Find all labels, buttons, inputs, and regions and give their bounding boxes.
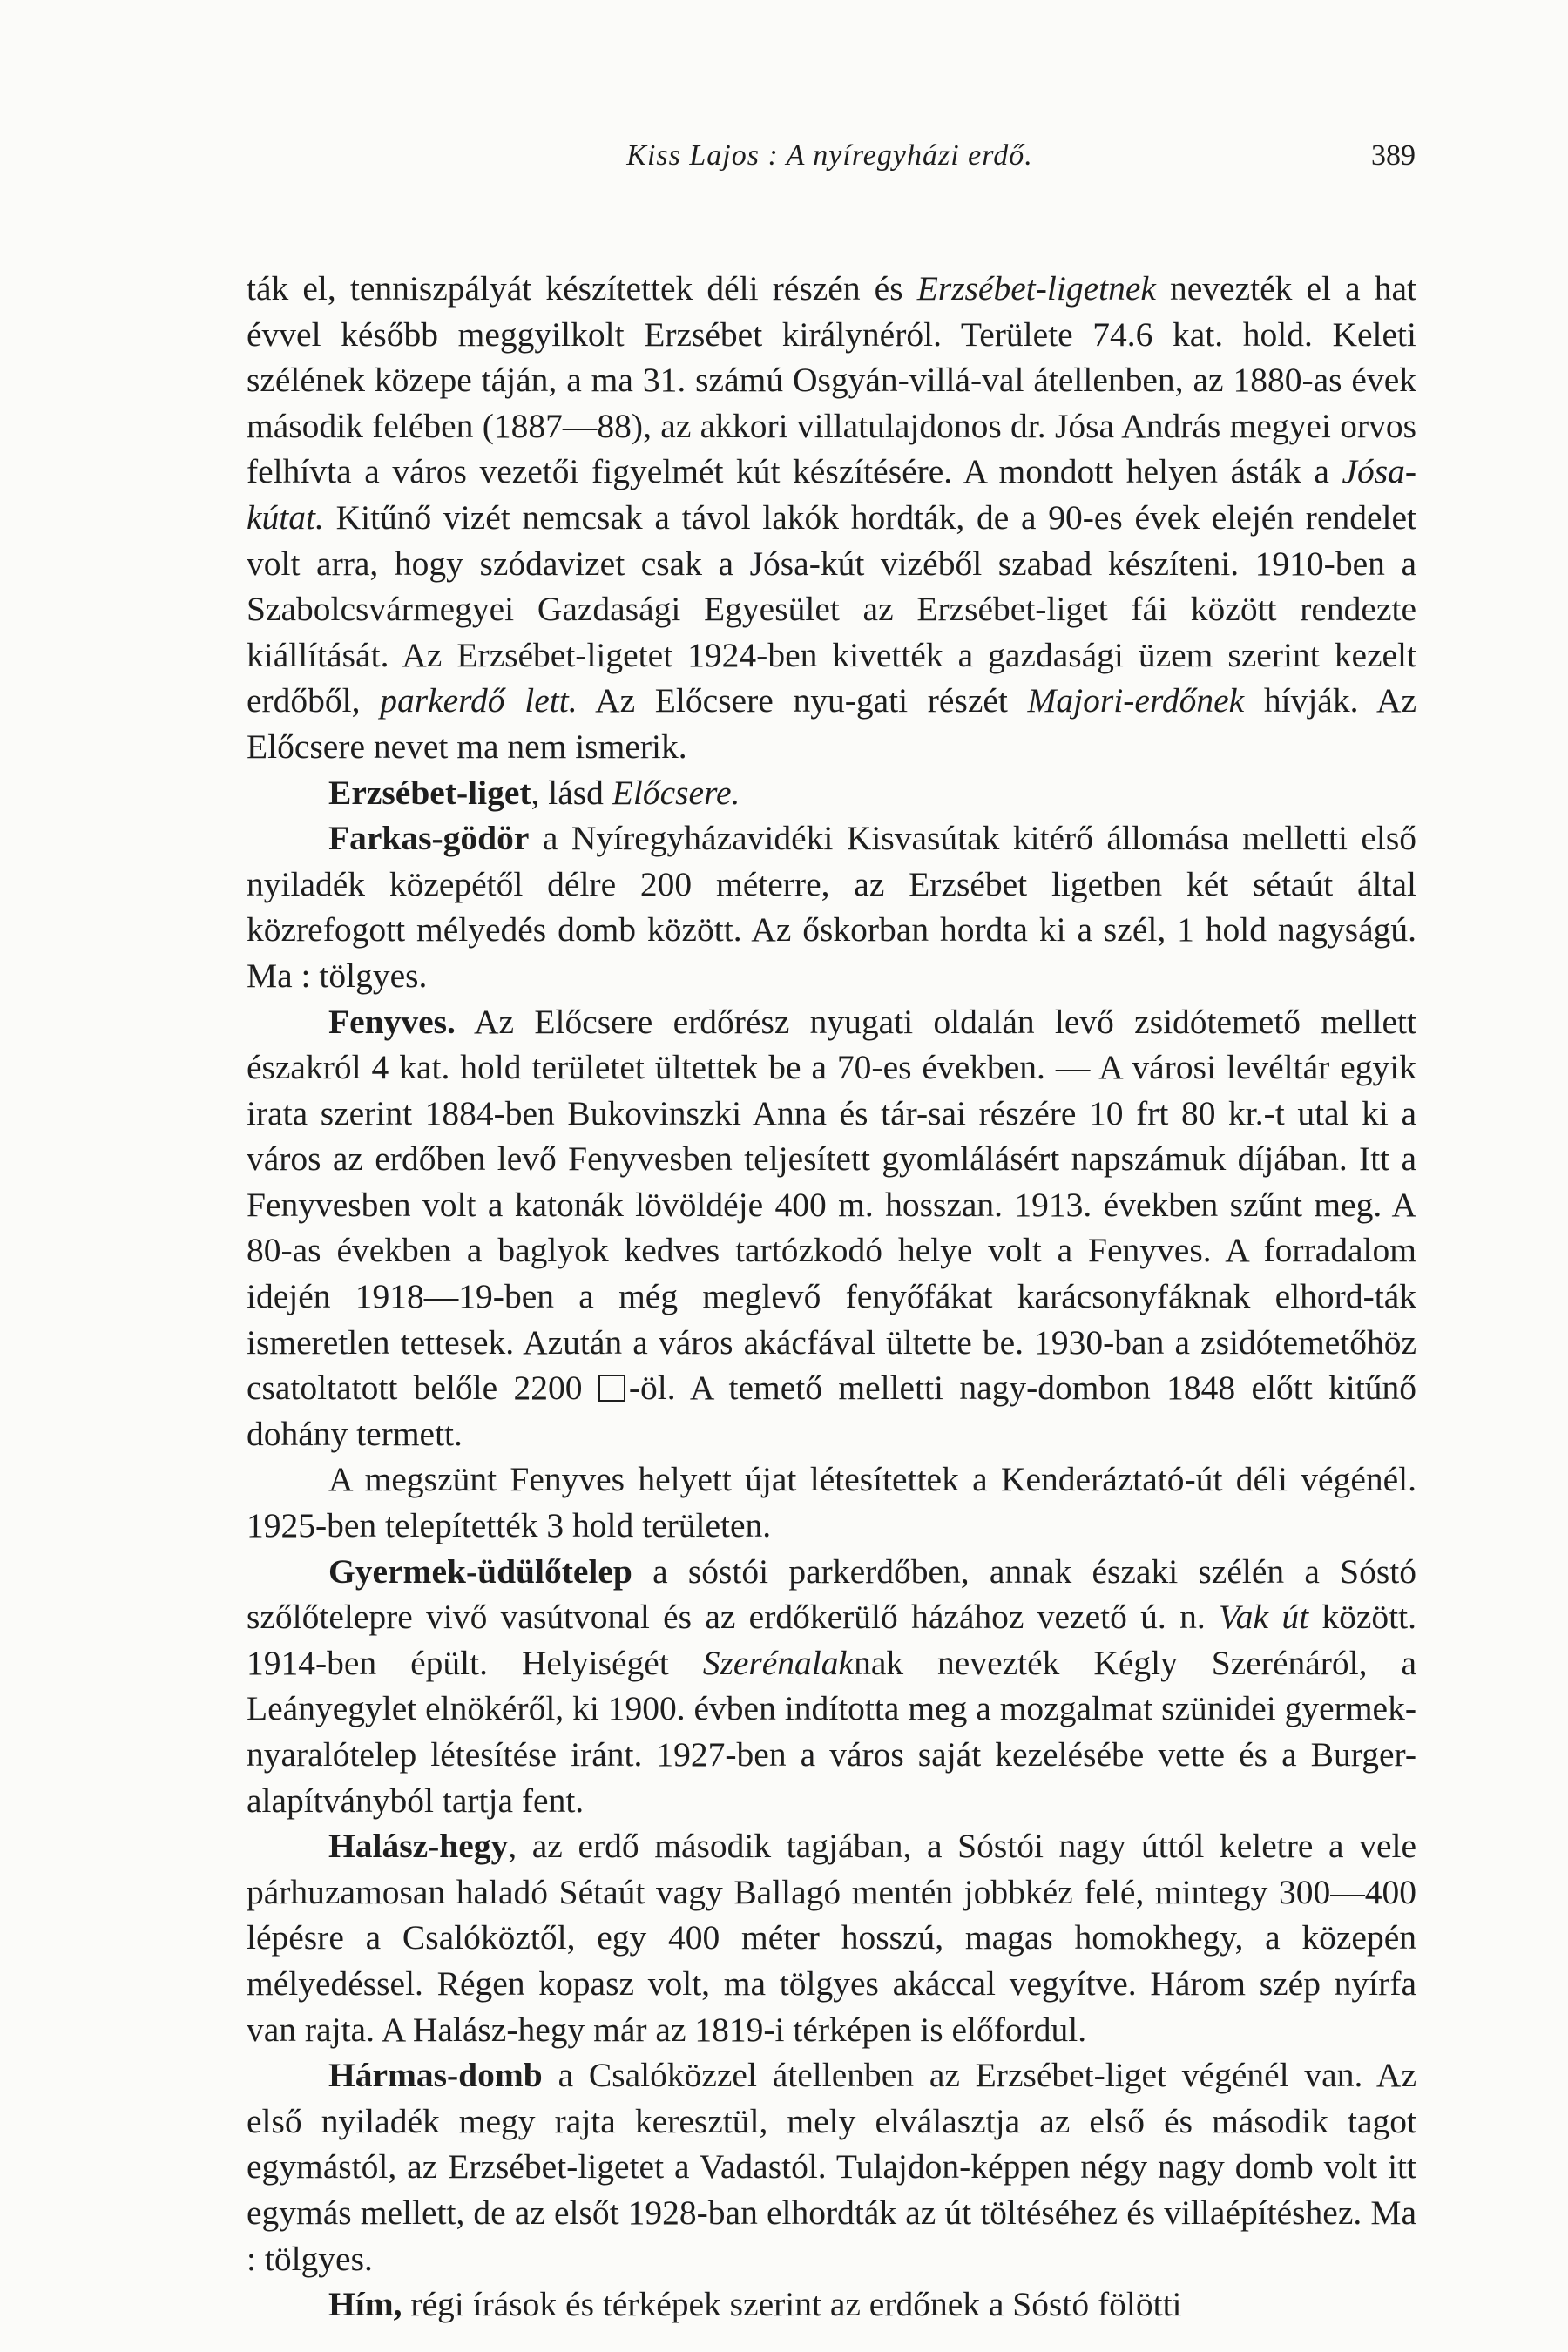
entry-halasz-hegy [247, 1823, 1416, 2052]
text-run: , lásd [531, 773, 612, 812]
square-symbol [598, 1375, 625, 1402]
italic-term: Jósa-kútat. [247, 452, 1416, 537]
italic-term: Szerénalak [702, 1643, 855, 1682]
entry-gyermek-udulotelep [247, 1549, 1416, 1824]
entry-fenyves [247, 999, 1416, 1457]
running-head: Kiss Lajos : A nyíregyházi erdő. [626, 139, 1033, 172]
text-run: Az Előcsere erdőrész nyugati oldalán levő zsidótemető mellett északról 4 kat. hold területet ültettek be a 70-es években. — A városi levéltár egyik irata szerint 1884-ben Bukovinszki Anna és tár-sai részére 10 frt 80 kr.-t utal ki a város az erdőben levő Fenyvesben teljesített gyomlálásért napszámuk díjában. Itt a Fenyvesben volt a katonák lövöldéje 400 m. hosszan. 1913. években szűnt meg. A 80-as években a baglyok kedves tartózkodó helye volt a Fenyves. A forradalom idején 1918—19-ben a még meglevő fenyőfákat karácsonyfáknak elhord-ták ismeretlen tettesek. Azután a város akácfával ültette be. 1930-ban a zsidótemetőhöz csatoltatott belőle 2200 [247, 1002, 1416, 1408]
text-run: Kitűnő vizét nemcsak a távol lakók hordták, de a 90-es évek elején rendelet volt arra, hogy szódavizet csak a Jósa-kút vizéből szabad készíteni. 1910-ben a Szabolcsvármegyei Gazdasági Egyesület az Erzsébet-liget fái között rendezte kiállítását. Az Erzsébet-ligetet 1924-ben kivették a gazdasági üzem szerint kezelt erdőből, [247, 497, 1416, 720]
italic-term: parkerdő lett. [380, 681, 578, 720]
entry-headword: Fenyves. [328, 1002, 456, 1041]
italic-term: Erzsébet-ligetnek [916, 269, 1156, 308]
entry-headword: Halász-hegy [328, 1827, 509, 1866]
entry-headword: Erzsébet-liget [328, 773, 531, 812]
text-run: nevezték el a hat évvel később meggyilkolt Erzsébet királynéról. Területe 74.6 kat. hold. Keleti szélének közepe táján, a ma 31. számú Osgyán-villá-val átellenben, az 1880-as évek második felében (1887—88), az akkori villatulajdonos dr. Jósa András megyei orvos felhívta a város vezetői figyelmét kút készítésére. A mondott helyen ásták a [247, 269, 1416, 491]
entry-headword: Gyermek-üdülőtelep [328, 1551, 632, 1591]
text-run: a sóstói parkerdőben, annak északi szélén a Sóstó szőlőtelepre vivő vasútvonal és az erdőkerülő házához vezető ú. n. [247, 1551, 1416, 1637]
italic-term: Majori-erdőnek [1027, 681, 1245, 720]
text-run: Az Előcsere nyu-gati részét [577, 681, 1028, 720]
page-number: 389 [1371, 139, 1416, 172]
entry-headword: Farkas-gödör [328, 819, 530, 858]
paragraph-fenyves-continued [247, 1456, 1416, 1548]
italic-term: Vak út [1219, 1598, 1309, 1637]
text-run: A megszünt Fenyves helyett újat létesítettek a Kenderáztató-út déli végénél. 1925-ben telepítették 3 hold területen. [247, 1460, 1416, 1545]
entry-harmas-domb [247, 2052, 1416, 2281]
text-run: a Nyíregyházavidéki Kisvasútak kitérő állomása melletti első nyiladék közepétől délre 200 méterre, az Erzsébet ligetben két sétaút által közrefogott mélyedés domb között. Az őskorban hordta ki a szél, 1 hold nagyságú. Ma : tölgyes. [247, 819, 1416, 995]
text-run: között. 1914-ben épült. Helyiségét [247, 1598, 1416, 1682]
paragraph-erzsebet-liget-continued [247, 266, 1416, 770]
text-run: ták el, tenniszpályát készítettek déli részén és [247, 269, 917, 308]
entry-headword: Hím, [328, 2285, 402, 2324]
entry-him [247, 2281, 1416, 2328]
text-run: hívják. Az Előcsere nevet ma nem ismerik. [247, 681, 1417, 766]
body-text [247, 266, 1416, 2328]
page-header [244, 139, 1416, 183]
text-run: régi írások és térképek szerint az erdőnek a Sóstó fölötti [402, 2285, 1182, 2324]
text-run: nak nevezték Kégly Szerénáról, a Leányegylet elnökéről, ki 1900. évben indította meg a mozgalmat szünidei gyermek-nyaralótelep létesítése iránt. 1927-ben a város saját kezelésébe vette és a Burger-alapítványból tartja fent. [247, 1643, 1416, 1820]
text-run: -öl. A temető melletti nagy-dombon 1848 előtt kitűnő dohány termett. [247, 1369, 1416, 1453]
text-run: a Csalóközzel átellenben az Erzsébet-liget végénél van. Az első nyiladék megy rajta keresztül, mely elválasztja az első és második tagot egymástól, az Erzsébet-ligetet a Vadastól. Tulajdon-képpen négy nagy domb volt itt egymás mellett, de az elsőt 1928-ban elhordták az út töltéséhez és villaépítéshez. Ma : tölgyes. [247, 2056, 1416, 2278]
entry-farkas-godor [247, 815, 1416, 998]
entry-erzsebet-liget [247, 770, 1416, 816]
italic-term: Előcsere. [612, 773, 740, 812]
text-run: , az erdő második tagjában, a Sóstói nagy úttól keletre a vele párhuzamosan haladó Sétaút vagy Ballagó mentén jobbkéz felé, mintegy 300—400 lépésre a Csalóköztől, egy 400 méter hosszú, magas homokhegy, a közepén mélyedéssel. Régen kopasz volt, ma tölgyes akáccal vegyítve. Három szép nyírfa van rajta. A Halász-hegy már az 1819-i térképen is előfordul. [247, 1827, 1416, 2049]
entry-headword: Hármas-domb [328, 2056, 543, 2095]
